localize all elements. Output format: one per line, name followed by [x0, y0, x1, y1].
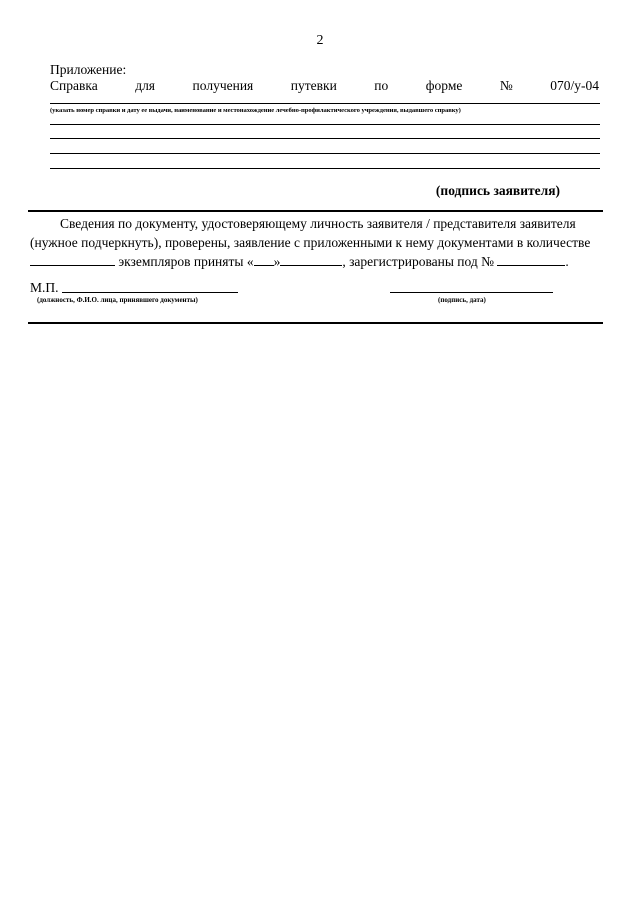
word: путевки	[290, 78, 337, 93]
signature-caption: (подпись, дата)	[438, 296, 486, 304]
registered-text: , зарегистрированы под №	[342, 254, 495, 269]
certificate-line	[50, 78, 599, 94]
word: получения	[192, 78, 254, 93]
copies-text: экземпляров приняты «	[118, 254, 254, 269]
page-number: 2	[316, 33, 324, 48]
verification-text	[30, 214, 600, 271]
month-year-field[interactable]	[280, 253, 342, 266]
word: для	[135, 78, 156, 93]
applicant-signature-label: (подпись заявителя)	[435, 183, 560, 198]
verification-line-3	[30, 252, 600, 271]
appendix-label: Приложение:	[50, 62, 127, 77]
quote-close: »	[273, 254, 281, 269]
fill-line[interactable]	[50, 153, 600, 154]
word: по	[374, 78, 389, 93]
position-name-field[interactable]	[62, 292, 238, 293]
fill-line[interactable]	[50, 124, 600, 125]
section-divider	[28, 210, 603, 212]
verification-line-1: Сведения по документу, удостоверяющему личность заявителя / представителя заявителя	[60, 216, 576, 231]
word: Справка	[50, 78, 98, 93]
verification-line-2: (нужное подчеркнуть), проверены, заявление с приложенными к нему документами в количестве	[30, 235, 591, 250]
certificate-note: (указать номер справки и дату ее выдачи, наименование и местонахождение лечебно-профилактического учреждения, выдавшего справку)	[50, 107, 461, 114]
fill-line[interactable]	[50, 168, 600, 169]
bottom-divider	[28, 322, 603, 324]
signature-date-field[interactable]	[390, 292, 553, 293]
fill-line[interactable]	[50, 138, 600, 139]
day-field[interactable]	[254, 253, 274, 266]
stamp-label: М.П.	[30, 280, 59, 295]
end-dot: .	[565, 254, 569, 269]
word: форме	[425, 78, 463, 93]
word: №	[499, 78, 513, 93]
position-caption: (должность, Ф.И.О. лица, принявшего документы)	[37, 296, 198, 304]
copies-count-field[interactable]	[30, 253, 115, 266]
registration-number-field[interactable]	[497, 253, 565, 266]
fill-line[interactable]	[50, 103, 600, 104]
word: 070/у-04	[550, 78, 599, 93]
